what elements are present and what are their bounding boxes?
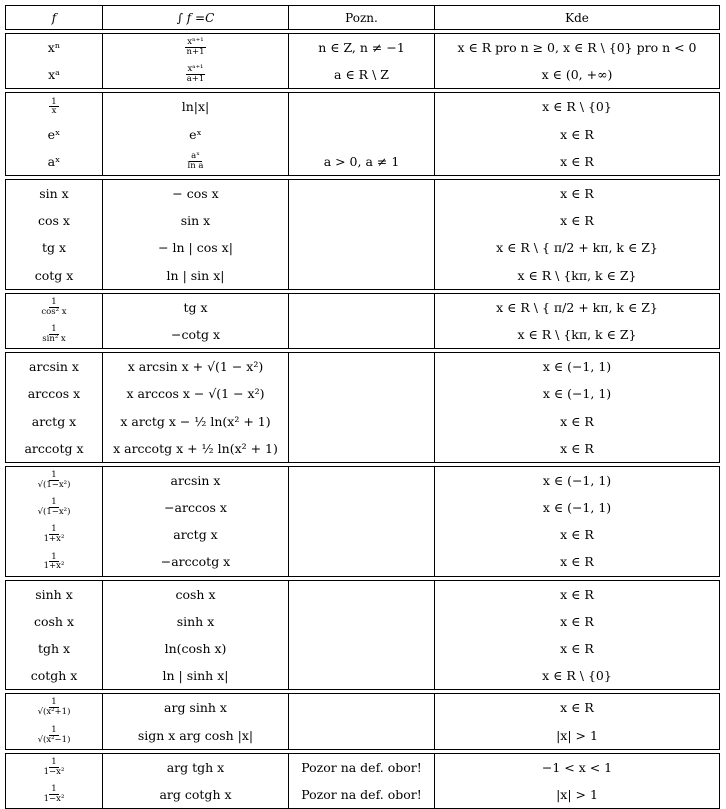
numerator: xᵃ⁺¹ [187,64,204,75]
cell-function [6,93,103,120]
cell-integral [103,262,289,289]
cell-note [289,207,435,234]
table-row [6,34,719,61]
cell-domain-text: x ∈ R [560,126,594,142]
cell-note [289,93,435,120]
table-row [6,93,719,120]
cell-note-text: a ∈ R \ Z [334,67,389,83]
cell-domain [435,353,719,380]
table-group [5,92,720,176]
cell-note-text: Pozor na def. obor! [301,759,422,775]
cell-domain-text: x ∈ R [560,413,594,429]
cell-domain-text: x ∈ R [560,554,594,570]
numerator: 1 [51,497,57,508]
cell-function-text: xⁿ [47,40,61,56]
cell-note [289,435,435,462]
cell-note [289,781,435,808]
cell-note [289,694,435,721]
cell-function [6,694,103,721]
cell-domain [435,722,719,749]
cell-note [289,521,435,548]
table-row [6,662,719,689]
cell-domain [435,521,719,548]
cell-note [289,262,435,289]
cell-integral [103,234,289,261]
cell-integral-text: ln|x| [181,99,210,115]
cell-integral [103,694,289,721]
numerator: 1 [51,469,57,480]
fraction [49,98,58,117]
table-row [6,694,719,721]
cell-function-text: arcsin x [29,359,79,375]
cell-domain-text: x ∈ (−1, 1) [542,386,612,402]
numerator: aˣ [191,150,200,161]
cell-integral [103,494,289,521]
cell-function-text: cosh x [33,613,74,629]
fraction [42,525,67,544]
cell-function-text: sin x [39,186,69,202]
header-note: Pozn. [289,6,435,29]
cell-note [289,635,435,662]
cell-domain [435,262,719,289]
cell-domain-text: x ∈ (−1, 1) [542,500,612,516]
cell-integral [103,207,289,234]
cell-note [289,294,435,321]
cell-integral [103,635,289,662]
cell-domain [435,635,719,662]
cell-integral [103,467,289,494]
denominator: √(1−x²) [37,479,71,490]
denominator: cos² x [41,306,67,317]
cell-function [6,662,103,689]
cell-integral-text: arctg x [173,527,218,543]
cell-note [289,234,435,261]
cell-note [289,180,435,207]
cell-function [6,722,103,749]
denominator: ln a [187,160,204,171]
fraction [185,65,207,84]
table-row [6,380,719,407]
cell-note-text: n ∈ Z, n ≠ −1 [318,40,405,56]
numerator: 1 [51,324,57,335]
cell-function [6,521,103,548]
cell-function [6,61,103,88]
header-where: Kde [565,10,589,25]
table-group [5,466,720,577]
cell-domain-text: |x| > 1 [556,786,598,802]
table-row [6,121,719,148]
cell-integral [103,521,289,548]
cell-domain [435,548,719,575]
cell-function [6,121,103,148]
cell-note [289,353,435,380]
cell-domain [435,407,719,434]
cell-integral [103,180,289,207]
cell-domain-text: x ∈ R \ {kπ, k ∈ Z} [517,267,637,283]
table-row [6,722,719,749]
table-row [6,548,719,575]
cell-function-text: xᵃ [48,67,60,83]
cell-note [289,61,435,88]
numerator: 1 [51,784,57,795]
numerator: 1 [51,697,57,708]
denominator: 1−x² [43,793,65,804]
table-row [6,234,719,261]
fraction [39,298,68,317]
cell-function [6,148,103,175]
cell-integral-text: ln | sin x| [166,267,225,283]
cell-note [289,34,435,61]
cell-integral-text: arg sinh x [164,700,227,716]
cell-domain-text: x ∈ (−1, 1) [542,472,612,488]
cell-integral-text: −arccos x [164,500,227,516]
cell-note [289,548,435,575]
cell-integral-text: arg tgh x [166,759,225,775]
cell-domain-text: x ∈ R [560,613,594,629]
cell-note [289,662,435,689]
cell-function-text: arccotg x [24,440,84,456]
integral-table [5,5,720,809]
denominator: 1−x² [43,766,65,777]
table-group [5,33,720,89]
cell-function-text: tgh x [37,641,71,657]
cell-integral-text: x arctg x − ½ ln(x² + 1) [120,413,271,429]
cell-note [289,722,435,749]
fraction [36,498,73,517]
cell-domain [435,321,719,348]
cell-domain [435,294,719,321]
cell-function [6,407,103,434]
cell-function-text: arctg x [31,413,77,429]
cell-integral-text: sinh x [176,613,215,629]
cell-function [6,467,103,494]
cell-domain-text: x ∈ R \ { π/2 + kπ, k ∈ Z} [496,240,658,256]
cell-domain-text: x ∈ R [560,586,594,602]
numerator: 1 [51,724,57,735]
fraction [36,726,73,745]
table-row [6,608,719,635]
cell-function [6,581,103,608]
table-row [6,581,719,608]
denominator: √(x²+1) [37,707,71,718]
cell-domain-text: x ∈ (0, +∞) [541,67,613,83]
cell-domain-text: x ∈ R \ {kπ, k ∈ Z} [517,326,637,342]
cell-integral-text: −cotg x [170,326,221,342]
cell-domain [435,148,719,175]
cell-domain-text: x ∈ R \ {0} [542,668,612,684]
cell-integral-text: − ln | cos x| [158,240,233,256]
cell-note [289,407,435,434]
cell-function [6,548,103,575]
table-row [6,353,719,380]
cell-integral [103,61,289,88]
cell-integral-text: x arccotg x + ½ ln(x² + 1) [113,440,278,456]
table-group [5,753,720,809]
cell-domain-text: x ∈ R \ { π/2 + kπ, k ∈ Z} [496,299,658,315]
cell-integral [103,435,289,462]
cell-function [6,180,103,207]
cell-integral-text: x arccos x − √(1 − x²) [126,386,265,402]
fraction [36,471,73,490]
cell-function [6,781,103,808]
cell-function [6,435,103,462]
cell-domain [435,608,719,635]
numerator: 1 [51,524,57,535]
cell-note [289,467,435,494]
cell-integral [103,781,289,808]
cell-function [6,380,103,407]
numerator: 1 [51,551,57,562]
cell-domain-text: −1 < x < 1 [541,759,613,775]
cell-integral-text: tg x [183,299,208,315]
cell-domain-text: x ∈ R [560,186,594,202]
table-row [6,521,719,548]
numerator: 1 [51,756,57,767]
cell-integral-text: ln(cosh x) [164,641,227,657]
table-row [6,207,719,234]
fraction [42,758,67,777]
table-group [5,693,720,749]
fraction [186,152,206,171]
table-row [6,262,719,289]
denominator: √(1−x²) [37,507,71,518]
denominator: a+1 [186,74,205,85]
cell-integral [103,121,289,148]
cell-function-text: aˣ [47,153,61,169]
cell-function-text: cos x [38,213,70,229]
cell-domain [435,581,719,608]
cell-function-text: cotg x [34,267,74,283]
cell-integral [103,548,289,575]
denominator: n+1 [186,47,205,58]
cell-note [289,148,435,175]
cell-domain-text: |x| > 1 [556,727,598,743]
cell-note-text: Pozor na def. obor! [301,786,422,802]
table-header [5,5,720,30]
cell-note-text: a > 0, a ≠ 1 [323,153,400,169]
cell-integral-text: eˣ [189,126,202,142]
cell-domain [435,694,719,721]
table-row [6,467,719,494]
fraction [40,325,67,344]
cell-integral-text: x arcsin x + √(1 − x²) [127,359,264,375]
cell-domain-text: x ∈ R [560,153,594,169]
cell-integral [103,93,289,120]
cell-integral [103,148,289,175]
cell-note [289,121,435,148]
cell-integral [103,380,289,407]
cell-function [6,262,103,289]
cell-integral [103,34,289,61]
cell-function-text: arccos x [27,386,81,402]
cell-integral [103,722,289,749]
denominator: x [51,106,57,117]
header-f: f [6,6,103,29]
cell-domain-text: x ∈ R [560,641,594,657]
cell-note [289,321,435,348]
cell-note [289,494,435,521]
table-row [6,61,719,88]
cell-function [6,353,103,380]
table-row [6,435,719,462]
cell-note [289,581,435,608]
header-integral: ∫ f =C [103,6,289,29]
cell-function-text: eˣ [47,126,61,142]
cell-function-text: cotgh x [30,668,78,684]
cell-function [6,608,103,635]
fraction [184,38,206,57]
cell-domain-text: x ∈ R \ {0} [542,99,612,115]
cell-integral [103,407,289,434]
cell-domain-text: x ∈ R [560,440,594,456]
cell-domain-text: x ∈ R [560,700,594,716]
cell-integral-text: sin x [180,213,211,229]
cell-integral [103,581,289,608]
denominator: sin² x [42,333,66,344]
cell-integral [103,294,289,321]
table-row [6,321,719,348]
cell-domain [435,93,719,120]
cell-integral-text: −arccotg x [160,554,231,570]
denominator: √(x²−1) [37,734,71,745]
numerator: 1 [51,296,57,307]
fraction [36,698,73,717]
denominator: 1+x² [43,561,65,572]
table-row [6,494,719,521]
table-group [5,580,720,691]
cell-domain [435,494,719,521]
cell-function [6,34,103,61]
numerator: xⁿ⁺¹ [187,37,204,48]
cell-domain [435,662,719,689]
fraction [42,553,67,572]
table-group [5,293,720,349]
cell-domain [435,207,719,234]
cell-integral-text: − cos x [172,186,219,202]
cell-domain-text: x ∈ R [560,213,594,229]
cell-integral-text: arg cotgh x [159,786,232,802]
cell-integral-text: sign x arg cosh |x| [137,727,254,743]
table-group [5,352,720,463]
cell-domain [435,61,719,88]
table-row [6,407,719,434]
cell-integral [103,321,289,348]
cell-domain [435,121,719,148]
cell-note [289,608,435,635]
cell-domain [435,234,719,261]
cell-domain-text: x ∈ (−1, 1) [542,359,612,375]
table-row [6,635,719,662]
table-group [5,179,720,290]
table-row [6,294,719,321]
cell-integral-text: ln | sinh x| [162,668,229,684]
cell-function [6,294,103,321]
cell-function [6,234,103,261]
fraction [42,785,67,804]
cell-domain [435,380,719,407]
table-row [6,148,719,175]
cell-function [6,494,103,521]
cell-domain [435,781,719,808]
cell-integral [103,353,289,380]
cell-function [6,321,103,348]
cell-domain [435,435,719,462]
cell-integral [103,608,289,635]
cell-integral [103,662,289,689]
cell-note [289,380,435,407]
cell-function [6,635,103,662]
cell-integral-text: cosh x [175,586,216,602]
table-row [6,180,719,207]
table-body [5,33,720,809]
table-row [6,781,719,808]
cell-domain [435,180,719,207]
cell-domain-text: x ∈ R pro n ≥ 0, x ∈ R \ {0} pro n < 0 [457,40,697,56]
numerator: 1 [51,96,57,107]
cell-domain [435,34,719,61]
cell-domain-text: x ∈ R [560,527,594,543]
cell-function-text: tg x [41,240,67,256]
cell-function-text: sinh x [35,586,73,602]
cell-function [6,207,103,234]
cell-domain [435,467,719,494]
cell-integral-text: arcsin x [170,472,221,488]
denominator: 1+x² [43,534,65,545]
